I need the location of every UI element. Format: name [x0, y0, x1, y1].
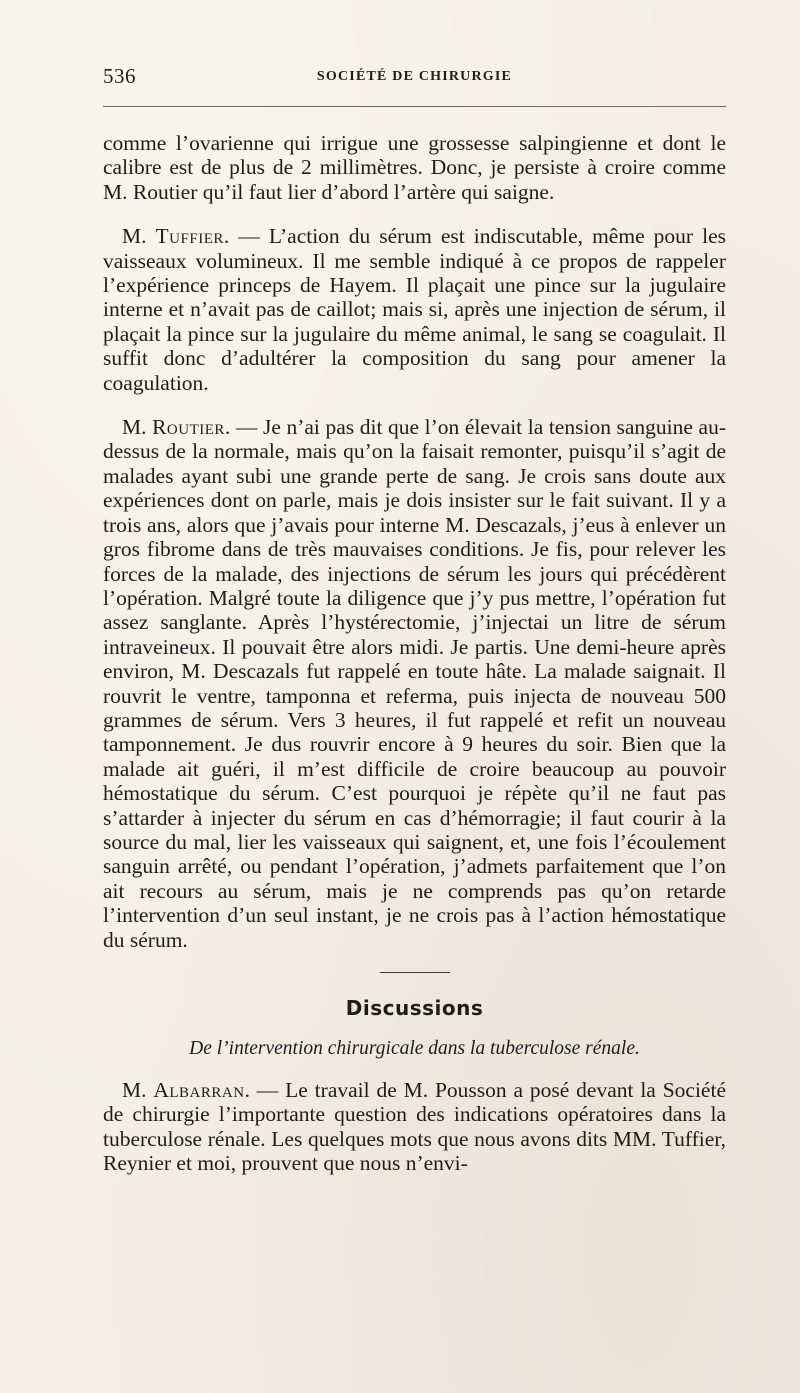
speaker-name: Routier — [152, 415, 225, 440]
speaker-name: Albarran — [153, 1078, 245, 1102]
running-header — [103, 64, 726, 94]
paragraph-continuation: comme l’ovarienne qui irrigue une grossesse salpingienne et dont le calibre est de plus de 2 millimètres. Donc, je persiste à croire comme M. Routier qu’il faut lier d’abord l’artère qui saigne. — [103, 131, 726, 204]
speaker-prefix: M. — [122, 224, 156, 249]
speaker-name: Tuffier — [155, 224, 224, 249]
document-page — [103, 64, 726, 1176]
page-number: 536 — [103, 64, 136, 88]
header-rule — [103, 106, 726, 107]
paragraph-albarran — [103, 1078, 726, 1176]
body-text — [103, 131, 726, 1176]
subsection-title: De l’intervention chirurgicale dans la tuberculose rénale. — [189, 1038, 640, 1059]
speaker-prefix: M. — [122, 415, 153, 440]
journal-title: SOCIÉTÉ DE CHIRURGIE — [316, 69, 513, 84]
paragraph-tuffier — [103, 224, 726, 395]
paragraph-text: . — L’action du sérum est indiscutable, même pour les vaisseaux volumineux. Il me semble indiqué à ce propos de rappeler l’expérience princeps de Hayem. Il plaçait une pince sur la jugulaire interne et n’avait pas de caillot; mais si, après une injection de sérum, il plaçait la pince sur la jugulaire du même animal, le sang se coagulait. Il suffit donc d’adultérer la composition du sang pour amener la coagulation. — [103, 224, 726, 395]
speaker-prefix: M. — [122, 1078, 154, 1102]
paragraph-text: . — Je n’ai pas dit que l’on élevait la tension sanguine au-dessus de la normale, mais qu’on la faisait remonter, puisqu’il s’agit de malades ayant subi une grande perte de sang. Je crois sans doute aux expériences dont on parle, mais je dois insister sur le fait suivant. Il y a trois ans, alors que j’avais pour interne M. Descazals, j’eus à enlever un gros fibrome dans de très mauvaises conditions. Je fis, pour relever les forces de la malade, des injections de sérum les jours qui précédèrent l’opération. Malgré toute la diligence que j’y pus mettre, l’opération fut assez sanglante. Après l’hystérectomie, j’injectai un litre de sérum intraveineux. Il pouvait être alors midi. Je partis. Une demi-heure après environ, M. Descazals fut rappelé en toute hâte. La malade saignait. Il rouvrit le ventre, tamponna et referma, puis injecta de nouveau 500 grammes de sérum. Vers 3 heures, il fut rappelé et refit un nouveau tamponnement. Je dus rouvrir encore à 9 heures du soir. Bien que la malade ait guéri, il m’est difficile de croire beaucoup au pouvoir hémostatique du sérum. C’est pourquoi je répète qu’il ne faut pas s’attarder à injecter du sérum en cas d’hémorragie; il faut courir à la source du mal, lier les vaisseaux qui saignent, et, une fois l’écoulement sanguin arrêté, ou pendant l’opération, j’admets parfaitement que l’on ait recours au sérum, mais je ne comprends pas qu’on retarde l’intervention d’un seul instant, je ne crois pas à l’action hémostatique du sérum. — [103, 415, 726, 952]
section-divider — [380, 972, 450, 973]
paragraph-routier — [103, 415, 726, 952]
section-title: Discussions — [345, 996, 484, 1020]
paragraph-text: . — Le travail de M. Pousson a posé devant la Société de chirurgie l’importante question des indications opératoires dans la tuberculose rénale. Les quelques mots que nous avons dits MM. Tuffier, Reynier et moi, prouvent que nous n’envi- — [103, 1078, 726, 1176]
